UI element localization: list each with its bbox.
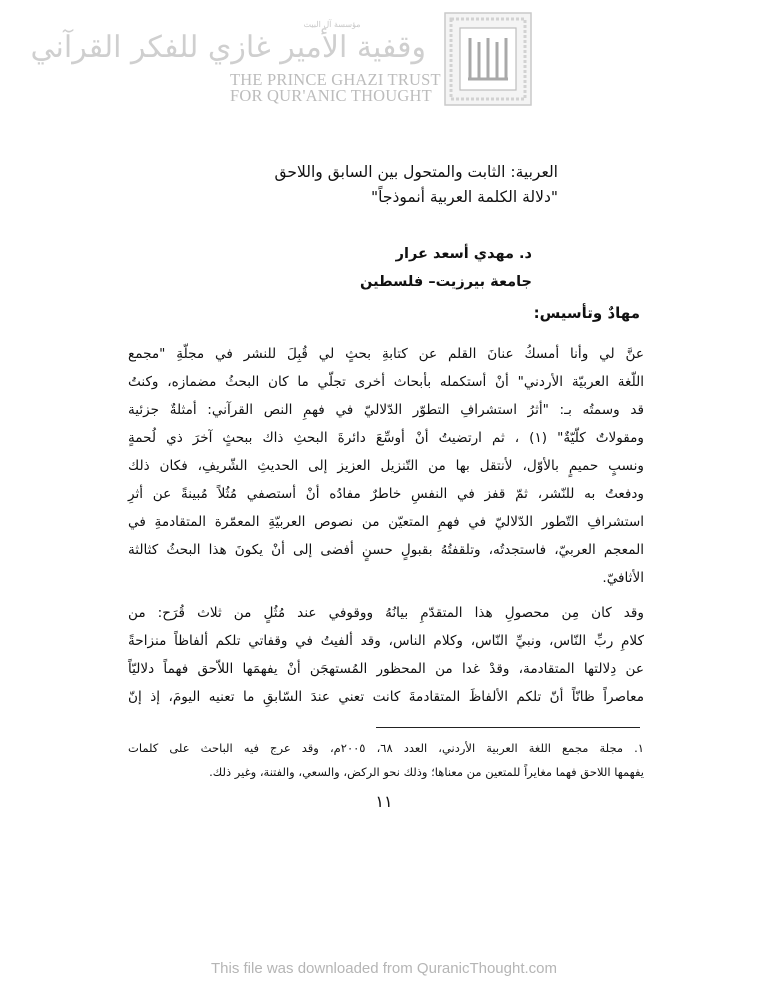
paragraph-line: ومقولاتٌ كلّيّةٌ" (١) ، ثم ارتضيتُ أنْ أوسِّعَ دائرةَ البحثِ ذاك ببحثٍ آخرَ ذي لُحمةٍ xyxy=(128,430,644,446)
page-number: ١١ xyxy=(375,792,393,811)
logo-line-2: FOR QUR'ANIC THOUGHT xyxy=(230,86,432,105)
logo-emblem-icon xyxy=(444,12,532,106)
footnote-line: يفهمها اللاحق فهما مغايراً للمتعين من معناها؛ وذلك نحو الركض، والسعي، والفتنة، وغير ذلك. xyxy=(209,765,644,779)
logo-wordmark-arabic: وقفية الأمير غازي للفكر القرآني xyxy=(30,30,426,65)
paragraph-line: استشرافِ التّطور الدّلاليّ في فهمِ المتعيّن من نصوص العربيّةِ المعمّرة المتقادمةِ في xyxy=(128,514,644,530)
paragraph-line: الأثافيّ. xyxy=(602,570,644,586)
footnote-line: ١. مجلة مجمع اللغة العربية الأردني، العدد ٦٨، ٢٠٠٥م، وقد عرج فيه الباحث على كلمات xyxy=(128,741,644,755)
paragraph-line: اللّغة العربيّة الأردني" أنْ أستكمله بأبحاث أخرى تجلّي ما كان البحثُ مضمازه، وكنتُ xyxy=(128,374,644,390)
download-footer: This file was downloaded from QuranicThought.com xyxy=(211,960,557,977)
logo-line-1: THE PRINCE GHAZI TRUST xyxy=(230,70,441,89)
paragraph-line: وقد كان مِن محصولِ هذا المتقدّمِ بيانُهُ ووقوفي عند مُثُلٍ من ثلاث قُرَح: من xyxy=(128,605,644,621)
paragraph-line: كلامِ ربِّ النّاس، ونبيِّ النّاس، وكلام الناس، وقد ألفيتُ في وقفاتي تلكم ألفاظاً منزاحةً xyxy=(128,633,644,649)
trust-logo xyxy=(30,10,538,105)
paragraph-line: عنَّ لي وأنا أمسكُ عنانَ القلم عن كتابةِ بحثٍ لي قُبِلَ للنشر في مجلّةِ "مجمع xyxy=(128,346,644,362)
paragraph-line: المعجم العربيّ، فاستجدتُه، وتلقفتُهُ بقبولٍ حسنٍ أفضى إلى أنْ يكونَ هذا البحثُ كثالثة xyxy=(128,542,644,558)
paragraph-line: ونسبٍ حميمٍ بالأوّل، لأنتقل بها من التّنزيل العزيز إلى الحديثِ الشّريفِ، فكان ذلك xyxy=(128,458,644,474)
document-title-line-2: "دلالة الكلمة العربية أنموذجاً" xyxy=(371,188,558,206)
author-name: د. مهدي أسعد عرار xyxy=(395,246,532,262)
document-title-line-1: العربية: الثابت والمتحول بين السابق واللاحق xyxy=(274,163,558,181)
paragraph-line: ودفعتُ به للنّشر، ثمّ قفز في النفسِ خاطرٌ مفادُه أنْ أستصفي مُثُلاً مُبينةً عن أثرِ xyxy=(128,486,644,502)
paragraph-line: قد وسمتُه بـ: "أثرُ استشرافِ التطوّر الدّلاليّ في فهمِ النص القرآني: أمثلةٌ جزئية xyxy=(128,402,644,418)
logo-tagline-arabic: مؤسسة آل البيت xyxy=(303,20,361,29)
section-heading: مهادٌ وتأسيس: xyxy=(533,304,640,322)
footnote-separator xyxy=(376,727,640,728)
paragraph-line: عن دِلالتها المتقادمة، وقدْ غدا من المحظور المُستهجَن أنْ يفهمَها اللاّحق فهماً دلاليّاً xyxy=(128,661,644,677)
paragraph-line: معاصراً ظانّاً أنّ تلكم الألفاظَ المتقادمةَ كانت تعني عندَ السّابقِ ما تعنيه اليومَ، إذ إنّ xyxy=(128,689,644,705)
author-affiliation: جامعة بيرزيت– فلسطين xyxy=(360,274,532,290)
